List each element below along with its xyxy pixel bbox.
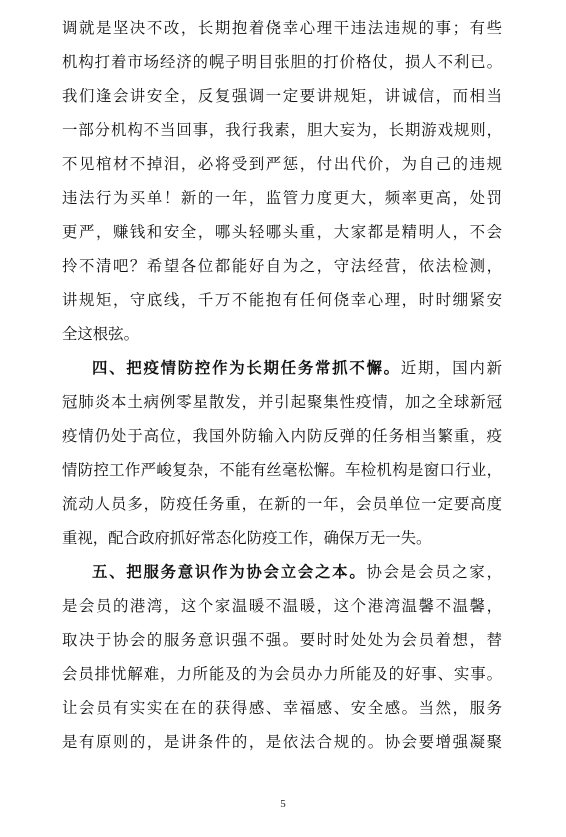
body-text-line: 违法行为买单！新的一年，监管力度更大，频率更高，处罚 <box>62 189 502 207</box>
body-text-line: 重视，配合政府抓好常态化防疫工作，确保万无一失。 <box>62 529 432 547</box>
body-text-line: 机构打着市场经济的幌子明目张胆的打价格仗，损人不利已。 <box>62 53 502 71</box>
body-text-line: 一部分机构不当回事，我行我素，胆大妄为，长期游戏规则， <box>62 121 502 139</box>
body-text-line: 疫情仍处于高位，我国外防输入内防反弹的任务相当繁重，疫 <box>62 427 502 445</box>
body-text-line: 情防控工作严峻复杂，不能有丝毫松懈。车检机构是窗口行业， <box>62 461 502 479</box>
body-text-line: 讲规矩，守底线，千万不能抱有任何侥幸心理，时时绷紧安 <box>62 291 502 309</box>
body-text-line: 是有原则的，是讲条件的，是依法合规的。协会要增强凝聚 <box>62 733 502 751</box>
body-text-line: 我们逢会讲安全，反复强调一定要讲规矩，讲诚信，而相当 <box>62 87 502 105</box>
page-number: 5 <box>280 798 286 810</box>
body-text-line: 让会员有实实在在的获得感、幸福感、安全感。当然，服务 <box>62 699 502 717</box>
body-text-line: 调就是坚决不改，长期抱着侥幸心理干违法违规的事；有些 <box>62 19 502 37</box>
section-heading: 四、把疫情防控作为长期任务常抓不懈。 <box>92 359 401 377</box>
body-text-line: 全这根弦。 <box>62 325 139 343</box>
section-heading: 五、把服务意识作为协会立会之本。 <box>92 563 367 581</box>
body-text-line: 取决于协会的服务意识强不强。要时时处处为会员着想，替 <box>62 631 502 649</box>
section-heading-line: 四、把疫情防控作为长期任务常抓不懈。近期，国内新 <box>92 359 502 377</box>
body-text-line: 拎不清吧？希望各位都能好自为之，守法经营，依法检测， <box>62 257 502 275</box>
section-heading-line: 五、把服务意识作为协会立会之本。协会是会员之家， <box>92 563 502 581</box>
body-text-line: 流动人员多，防疫任务重，在新的一年，会员单位一定要高度 <box>62 495 502 513</box>
body-text-line: 冠肺炎本土病例零星散发，并引起聚集性疫情，加之全球新冠 <box>62 393 502 411</box>
body-text-line: 是会员的港湾，这个家温暖不温暖，这个港湾温馨不温馨， <box>62 597 502 615</box>
body-text-line: 更严，赚钱和安全，哪头轻哪头重，大家都是精明人，不会 <box>62 223 502 241</box>
body-text-line: 会员排忧解难，力所能及的为会员办力所能及的好事、实事。 <box>62 665 502 683</box>
body-text-line: 不见棺材不掉泪，必将受到严惩，付出代价，为自己的违规 <box>62 155 502 173</box>
